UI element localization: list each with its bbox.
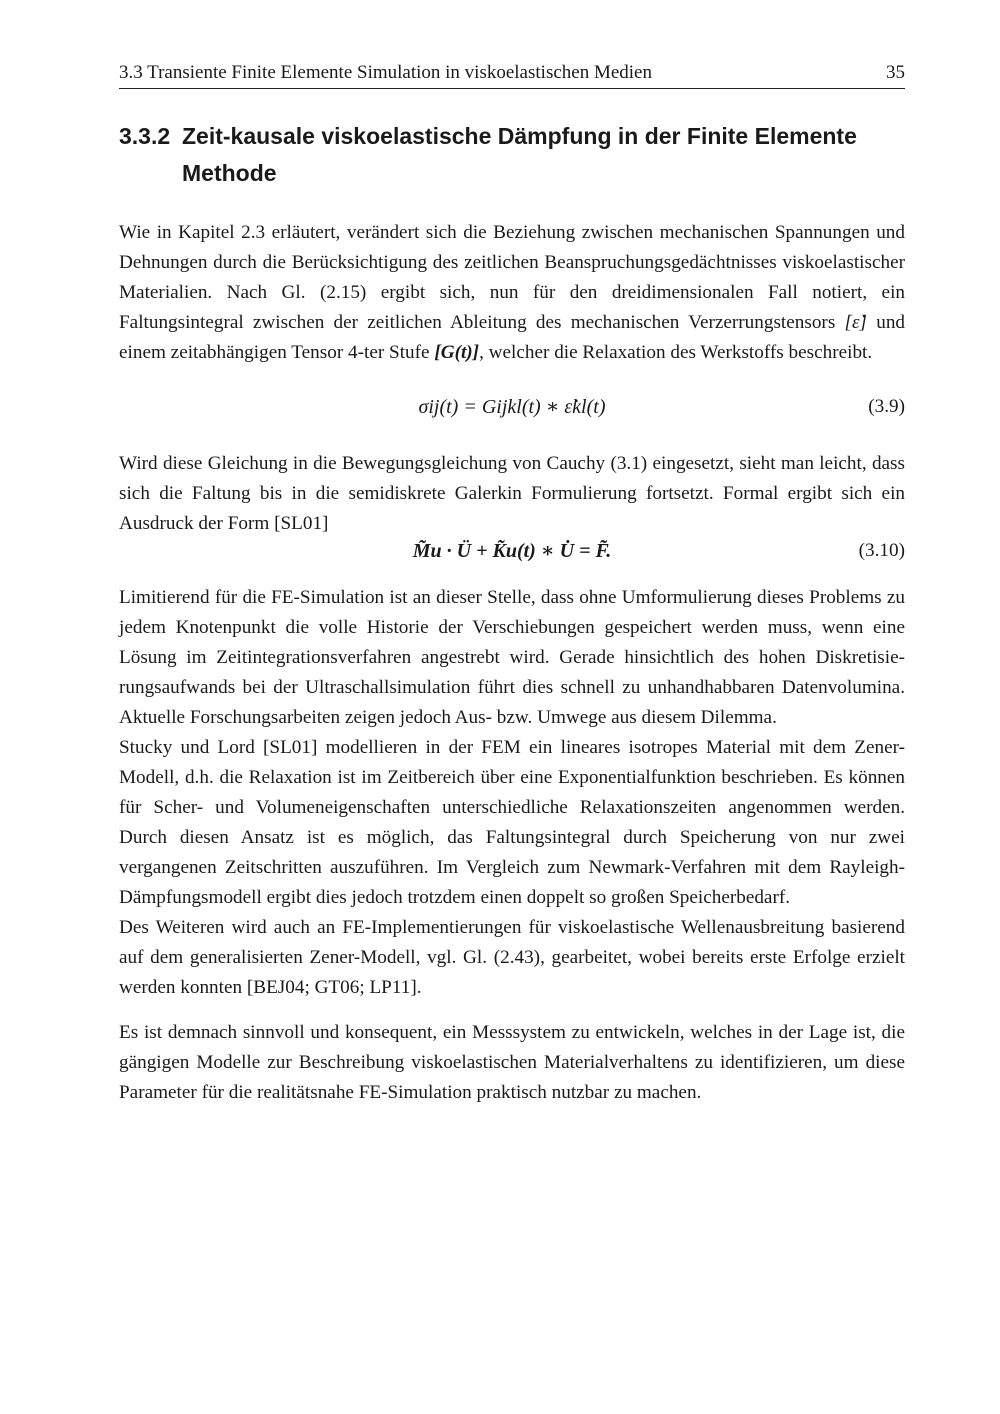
relaxation-tensor-symbol: [G(t)]: [434, 342, 480, 363]
strain-rate-symbol: [ε̇]: [844, 312, 868, 333]
cauchy-text: Wird diese Gleichung in die Bewegungsgleichung von Cauchy (3.1) eingesetzt, sieht man leicht, dass sich die Faltung bis in die semidiskrete Galerkin Formulierung fortsetzt. Formal ergibt sich ein Ausdruck der Form [SL01]: [119, 453, 905, 534]
paragraph-limitations: [119, 583, 905, 1003]
paragraph-intro: [119, 218, 905, 368]
limitations-text: Limitierend für die FE-Simulation ist an dieser Stelle, dass ohne Umformulierung dieses Problems zu jedem Knotenpunkt die volle Historie der Verschiebungen gespeichert werden muss, wenn eine Lösung im Zeitintegrationsverfahren angestrebt wird. Gerade hinsichtlich des hohen Diskretisierungsaufwands bei der Ultraschallsimulation führt dies schnell zu unhandhabbaren Datenvolumina. Aktuelle Forschungsarbeiten zeigen jedoch Aus- bzw. Umwege aus diesem Dilemma.: [119, 587, 905, 728]
intro-text-3: , welcher die Relaxation des Werkstoffs beschreibt.: [479, 342, 873, 363]
equation-3-9: [119, 394, 905, 426]
stucky-lord-text: Stucky und Lord [SL01] modellieren in der FEM ein lineares isotropes Material mit dem Zener-Modell, d.h. die Relaxation ist im Zeitbereich über eine Exponentialfunktion beschrieben. Es können für Scher- und Volumeneigenschaften unterschiedliche Relaxationszeiten angenommen werden. Durch diesen Ansatz ist es möglich, das Faltungsintegral durch Speicherung von nur zwei vergangenen Zeitschritten auszuführen. Im Vergleich zum Newmark-Verfahren mit dem Rayleigh-Dämpfungsmodell ergibt dies jedoch trotzdem einen doppelt so großen Speicherbedarf.: [119, 737, 905, 908]
intro-text-1: Wie in Kapitel 2.3 erläutert, verändert sich die Beziehung zwischen mechanischen Spannungen und Dehnungen durch die Berücksichtigung des zeitlichen Beanspruchungsgedächtnisses viskoelastischer Materialien. Nach Gl. (2.15) ergibt sich, nun für den dreidimensionalen Fall notiert, ein Faltungsintegral zwischen der zeitlichen Ableitung des mechanischen Verzerrungstensors: [119, 222, 905, 333]
equation-3-9-expression: σij(t) = Gijkl(t) ∗ ε̇kl(t): [418, 396, 606, 418]
equation-3-10: [119, 538, 905, 570]
conclusion-text: Es ist demnach sinnvoll und konsequent, ein Messsystem zu entwickeln, welches in der Lage ist, die gängigen Modelle zur Beschreibung viskoelastischen Materialverhaltens zu identifizieren, um diese Parameter für die realitätsnahe FE-Simulation praktisch nutzbar zu machen.: [119, 1022, 905, 1103]
paragraph-cauchy: [119, 449, 905, 539]
equation-3-10-number: (3.10): [858, 540, 905, 561]
section-title: Zeit-kausale viskoelastische Dämpfung in der Finite Elemente Methode: [182, 123, 857, 186]
intro-text-2: und einem zeitabhängigen Tensor 4-ter Stufe: [119, 312, 906, 363]
page-number: 35: [886, 62, 905, 83]
paragraph-conclusion: [119, 1018, 905, 1108]
section-heading: [119, 118, 905, 192]
running-header: [119, 60, 905, 89]
zener-implementations-text: Des Weiteren wird auch an FE-Implementierungen für viskoelastische Wellenausbreitung basierend auf dem generalisierten Zener-Modell, vgl. Gl. (2.43), gearbeitet, wobei bereits erste Erfolge erzielt werden konnten [BEJ04; GT06; LP11].: [119, 917, 905, 998]
equation-3-9-number: (3.9): [868, 396, 905, 417]
section-number: 3.3.2: [119, 123, 171, 149]
equation-3-10-expression: M̃u · Ü + K̃u(t) ∗ U̇ = F̃.: [412, 540, 612, 562]
running-header-section: 3.3 Transiente Finite Elemente Simulation in viskoelastischen Medien: [119, 62, 652, 83]
